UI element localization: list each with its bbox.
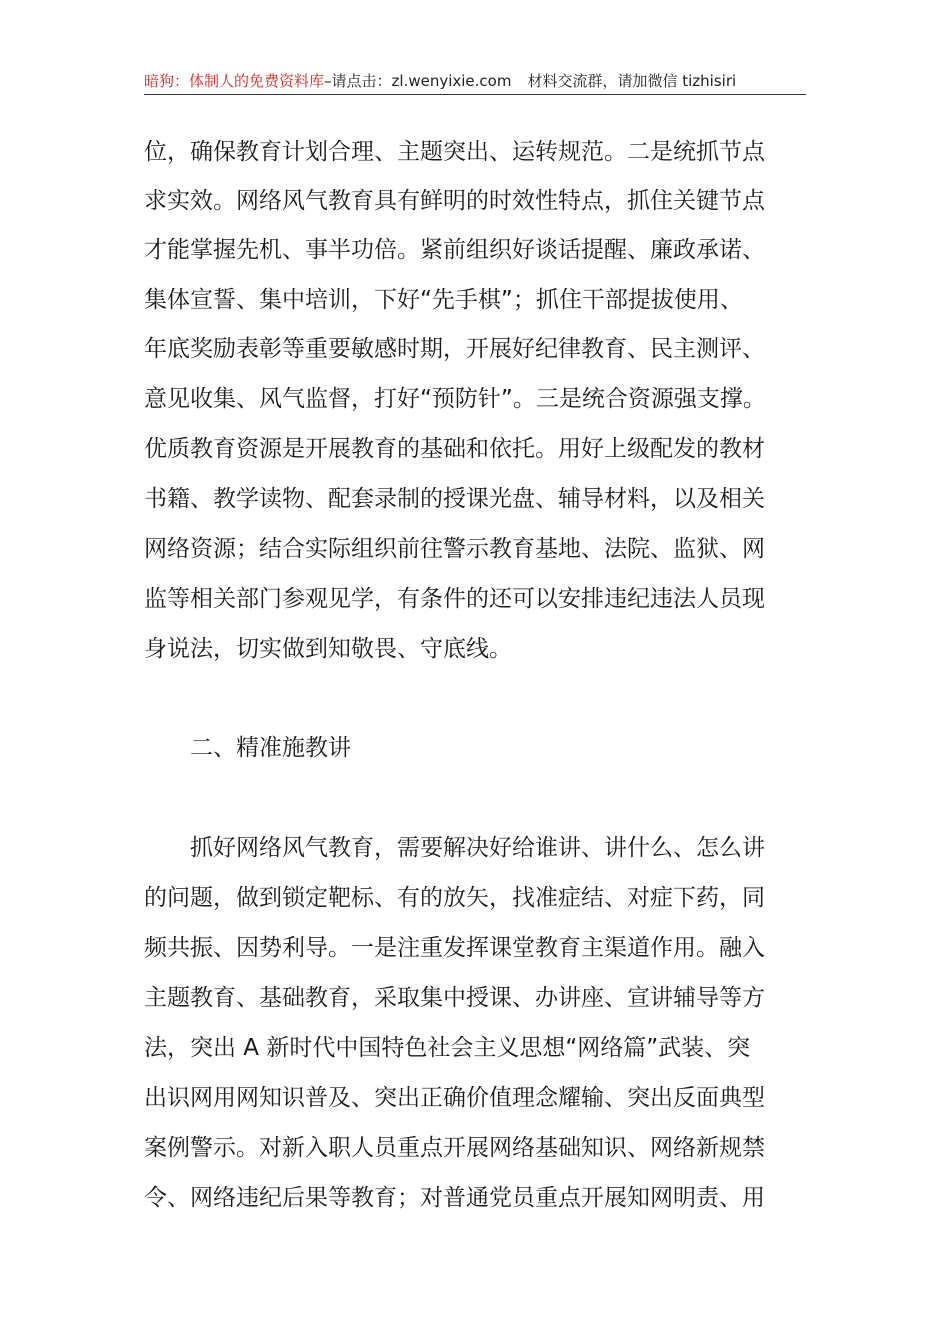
paragraph-line: 优质教育资源是开展教育的基础和依托。用好上级配发的教材 (144, 436, 765, 462)
paragraph-line: 主题教育、基础教育，采取集中授课、办讲座、宣讲辅导等方 (144, 985, 765, 1011)
paragraph-line: 频共振、因势利导。一是注重发挥课堂教育主渠道作用。融入 (144, 935, 765, 961)
paragraph-line: 案例警示。对新入职人员重点开展网络基础知识、网络新规禁 (144, 1135, 765, 1161)
header-site-name: 暗狗：体制人的免费资料库 (144, 72, 325, 90)
paragraph-line: 年底奖励表彰等重要敏感时期，开展好纪律教育、民主测评、 (144, 336, 765, 362)
paragraph-line: 意见收集、风气监督，打好“预防针”。三是统合资源强支撑。 (144, 386, 766, 412)
paragraph-first-line: 抓好网络风气教育，需要解决好给谁讲、讲什么、怎么讲 (190, 835, 765, 861)
paragraph-line: 出识网用网知识普及、突出正确价值理念耀输、突出反面典型 (144, 1085, 765, 1111)
page-header (144, 68, 806, 95)
paragraph-line: 求实效。网络风气教育具有鲜明的时效性特点，抓住关键节点 (144, 188, 765, 214)
paragraph-line: 法，突出 A 新时代中国特色社会主义思想“网络篇”武装、突 (144, 1035, 751, 1061)
paragraph-line: 令、网络违纪后果等教育；对普通党员重点开展知网明责、用 (144, 1185, 765, 1211)
paragraph-line: 集体宣誓、集中培训，下好“先手棋”；抓住干部提拔使用、 (144, 287, 743, 313)
paragraph-line: 身说法，切实做到知敬畏、守底线。 (144, 636, 512, 662)
paragraph-line: 书籍、教学读物、配套录制的授课光盘、辅导材料，以及相关 (144, 486, 765, 512)
header-url-link[interactable]: zl.wenyixie.com (391, 72, 512, 90)
paragraph-line: 监等相关部门参观见学，有条件的还可以安排违纪违法人员现 (144, 586, 765, 612)
paragraph-line: 的问题，做到锁定靶标、有的放矢，找准症结、对症下药，同 (144, 885, 765, 911)
section-heading: 二、精准施教讲 (190, 735, 351, 761)
header-contact: 材料交流群，请加微信 tizhisiri (527, 72, 737, 90)
header-click-prompt: –请点击： (324, 72, 392, 90)
paragraph-line: 才能掌握先机、事半功倍。紧前组织好谈话提醒、廉政承诺、 (144, 237, 765, 263)
paragraph-line: 位，确保教育计划合理、主题突出、运转规范。二是统抓节点 (144, 139, 765, 165)
paragraph-line: 网络资源；结合实际组织前往警示教育基地、法院、监狱、网 (144, 536, 765, 562)
